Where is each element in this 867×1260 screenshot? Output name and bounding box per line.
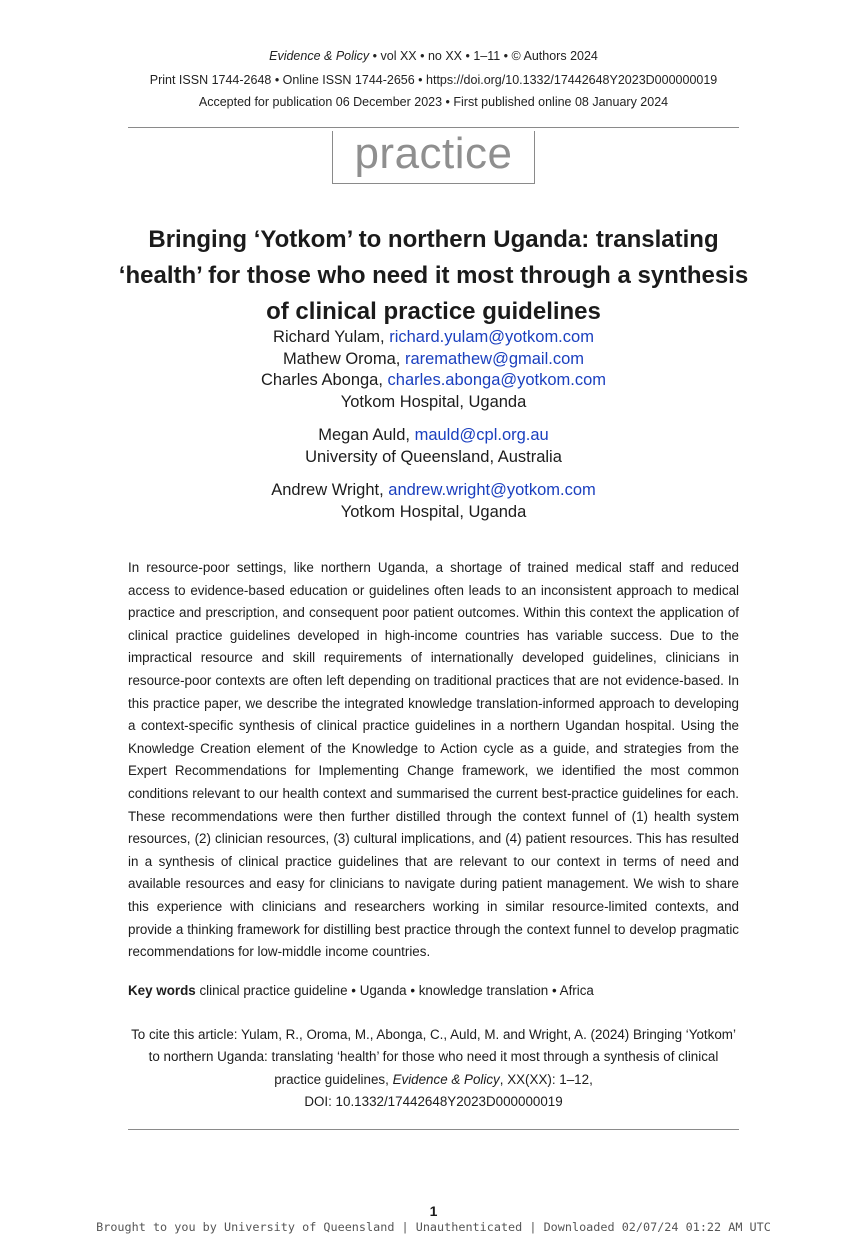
author-group-3 [0,480,867,523]
author-line [0,425,867,447]
abstract: In resource-poor settings, like northern Uganda, a shortage of trained medical staff and reduced access to evidence-based education or guidelines often leads to an inconsistent approach to medical practice and prescription, and consequent poor patient outcomes. Within this context the application of clinical practice guidelines developed in high-income countries has variable success. Due to the impractical resource and skill requirements of internationally developed guidelines, clinicians in resource-poor contexts are often left depending on traditional practices that are not evidence-based. In this practice paper, we describe the integrated knowledge translation-informed approach to developing a context-specific synthesis of clinical practice guidelines in a northern Ugandan hospital. Using the Knowledge Creation element of the Knowledge to Action cycle as a guide, and strategies from the Expert Recommendations for Implementing Change framework, we identified the most common conditions relevant to our health context and summarised the current best-practice guidelines for each. These recommendations were then further distilled through the context funnel of (1) health system resources, (2) clinician resources, (3) cultural implications, and (4) patient resources. This has resulted in a synthesis of clinical practice guidelines that are relevant to our context in terms of need and available resources and easy for clinicians to navigate during patient management. We wish to share this experience with clinicians and researchers working in similar resource-limited contexts, and provide a thinking framework for distilling best practice through the context funnel to develop pragmatic recommendations for low-middle income countries. [128,560,739,960]
section-label: practice [332,131,535,184]
author-line [0,327,867,349]
download-banner: Brought to you by University of Queensland | Unauthenticated | Downloaded 02/07/24 01:22 AM UTC [96,1220,771,1234]
author-email-link[interactable]: richard.yulam@yotkom.com [389,328,594,346]
author-group-2 [0,425,867,468]
author-email-link[interactable]: raremathew@gmail.com [404,349,585,368]
author-email-link[interactable]: andrew.wright@yotkom.com [388,481,596,499]
article-title: Bringing ‘Yotkom’ to northern Uganda: translating ‘health’ for those who need it most through a synthesis of clinical practice guidelines [118,226,749,325]
keywords [128,981,594,1001]
citation-doi: DOI: 10.1332/17442648Y2023D000000019 [304,1094,563,1110]
citation-volume: , XX(XX): 1–12, [499,1071,593,1087]
affiliation: University of Queensland, Australia [305,447,562,466]
volume-info: • vol XX • no XX • 1–11 • © Authors 2024 [369,49,598,63]
citation-journal: Evidence & Policy [392,1071,500,1087]
author-name: Mathew Oroma, [282,349,405,368]
keywords-label: Key words [128,983,196,998]
affiliation: Yotkom Hospital, Uganda [340,392,527,411]
author-email-link[interactable]: mauld@cpl.org.au [414,426,549,444]
journal-name: Evidence & Policy [269,49,370,63]
author-name: Andrew Wright, [271,481,389,499]
page-number: 1 [429,1203,438,1219]
citation-text: To cite this article: Yulam, R., Oroma, M., Abonga, C., Auld, M. and Wright, A. (2024) Bringing ‘Yotkom’ to northern Uganda: translating ‘health’ for those who need it most through a synthesis of clinical practice guidelines, [131,1027,736,1087]
footer-rule [128,1129,739,1130]
journal-header-line [0,46,867,66]
author-name: Charles Abonga, [260,371,388,389]
author-group-1 [0,327,867,413]
affiliation: Yotkom Hospital, Uganda [340,502,527,521]
author-line [0,480,867,502]
author-name: Megan Auld, [318,426,415,444]
keywords-text: clinical practice guideline • Uganda • knowledge translation • Africa [195,983,594,998]
header-rule [128,127,739,128]
publication-dates: Accepted for publication 06 December 2023 • First published online 08 January 2024 [198,95,669,109]
issn-line: Print ISSN 1744-2648 • Online ISSN 1744-2656 • https://doi.org/10.1332/17442648Y2023D000000019 [149,73,718,87]
citation [128,1024,739,1114]
author-name: Richard Yulam, [273,328,390,346]
author-line [0,349,867,371]
author-email-link[interactable]: charles.abonga@yotkom.com [387,371,607,389]
author-line [0,370,867,392]
